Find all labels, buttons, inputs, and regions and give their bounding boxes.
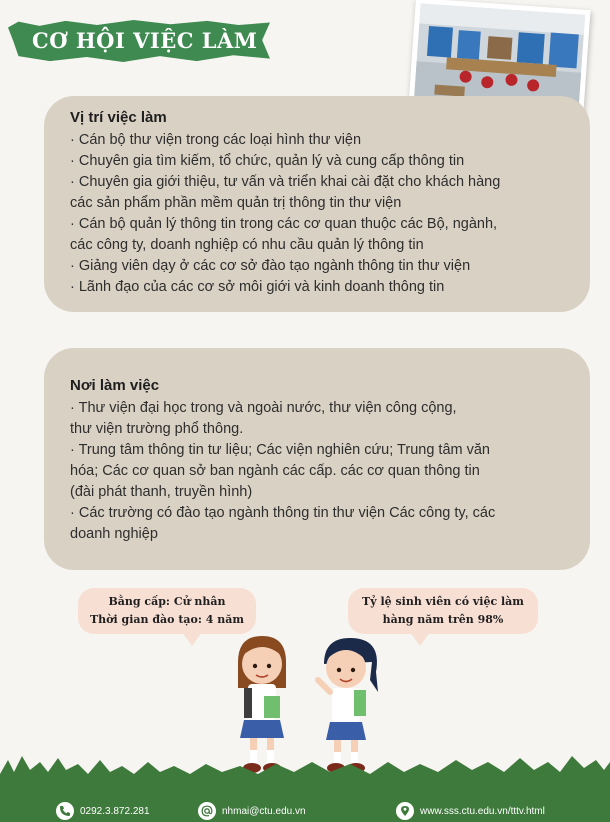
email-address: nhmai@ctu.edu.vn xyxy=(222,805,306,817)
job-position-item: · Lãnh đạo của các cơ sở môi giới và kinh doanh thông tin xyxy=(70,279,445,295)
bubble-tail xyxy=(182,632,202,646)
job-position-item: các sản phẩm phần mềm quản trị thông tin thư viện xyxy=(70,195,402,211)
at-icon xyxy=(198,802,216,820)
workplaces-heading: Nơi làm việc xyxy=(70,377,160,394)
footer-email[interactable] xyxy=(198,802,306,820)
job-position-item: · Chuyên gia tìm kiếm, tổ chức, quản lý và cung cấp thông tin xyxy=(70,153,465,169)
phone-number: 0292.3.872.281 xyxy=(80,805,150,817)
bubble-tail xyxy=(410,632,430,646)
workplace-item: doanh nghiệp xyxy=(70,526,158,542)
job-position-item: các công ty, doanh nghiệp có nhu cầu quản lý thông tin xyxy=(70,237,424,253)
degree-text: Bằng cấp: Cử nhân xyxy=(108,595,226,608)
page-title: CƠ HỘI VIỆC LÀM xyxy=(32,28,258,53)
footer-website[interactable] xyxy=(396,802,545,820)
job-position-item: · Chuyên gia giới thiệu, tư vấn và triển khai cài đặt cho khách hàng xyxy=(70,174,501,190)
website-url: www.sss.ctu.edu.vn/tttv.html xyxy=(420,805,545,817)
employment-rate-value: hàng năm trên 98% xyxy=(382,613,504,626)
footer-phone[interactable] xyxy=(56,802,150,820)
location-pin-icon xyxy=(396,802,414,820)
workplace-item: thư viện trường phổ thông. xyxy=(70,421,244,437)
employment-rate-text: Tỷ lệ sinh viên có việc làm xyxy=(362,595,524,608)
job-positions-card xyxy=(44,96,590,312)
workplace-item: hóa; Các cơ quan sở ban ngành các cấp. các cơ quan thông tin xyxy=(70,463,480,479)
job-position-item: · Giảng viên dạy ở các cơ sở đào tạo ngành thông tin thư viện xyxy=(70,258,471,274)
phone-icon xyxy=(56,802,74,820)
workplace-item: · Trung tâm thông tin tư liệu; Các viện nghiên cứu; Trung tâm văn xyxy=(70,442,490,458)
workplaces-card xyxy=(44,348,590,570)
workplace-item: · Các trường có đào tạo ngành thông tin thư viện Các công ty, các xyxy=(70,505,496,521)
job-position-item: · Cán bộ quản lý thông tin trong các cơ quan thuộc các Bộ, ngành, xyxy=(70,216,498,232)
duration-text: Thời gian đào tạo: 4 năm xyxy=(89,613,245,626)
job-positions-heading: Vị trí việc làm xyxy=(70,109,167,126)
employment-rate-bubble xyxy=(348,588,538,634)
workplace-item: (đài phát thanh, truyền hình) xyxy=(70,484,253,500)
degree-bubble xyxy=(78,588,256,634)
workplace-item: · Thư viện đại học trong và ngoài nước, thư viện công cộng, xyxy=(70,400,457,416)
job-position-item: · Cán bộ thư viện trong các loại hình thư viện xyxy=(70,132,362,148)
